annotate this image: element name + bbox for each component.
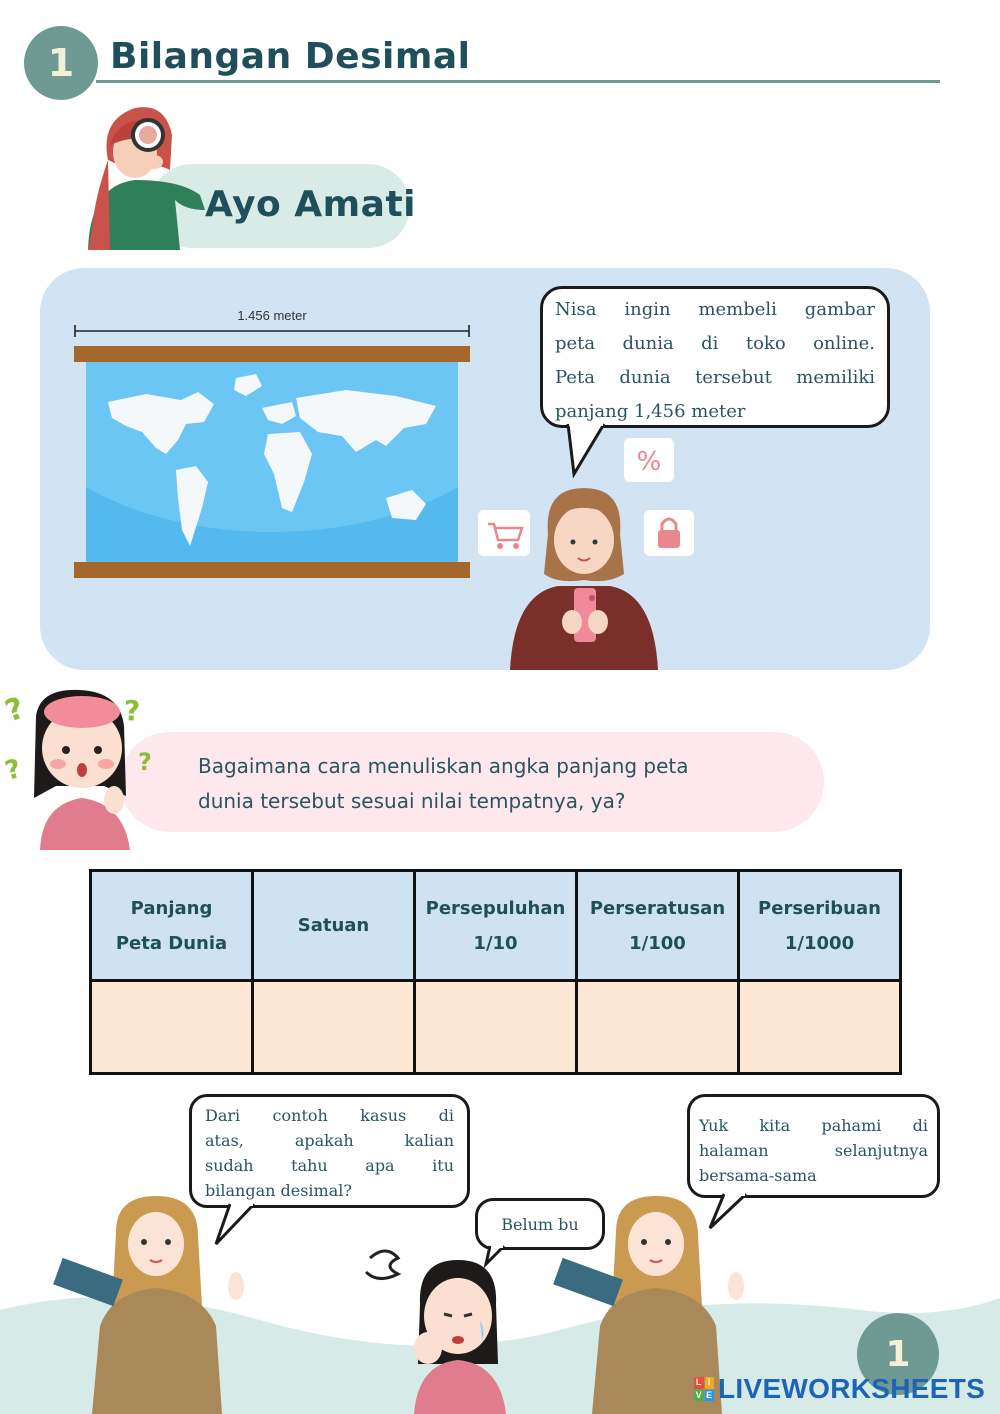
speech-line: Nisa ingin membeli gambar <box>555 299 875 320</box>
speech-bubble-tail <box>480 1244 510 1268</box>
speech-line: panjang 1,456 meter <box>555 401 746 422</box>
header-cell-perseribuan: Perseribuan 1/1000 <box>739 871 901 981</box>
answer-cell-perseribuan[interactable] <box>739 981 901 1074</box>
world-map-image <box>86 362 458 562</box>
table-header-row <box>91 871 901 981</box>
header-cell-persepuluhan: Persepuluhan 1/10 <box>415 871 577 981</box>
page-title: Bilangan Desimal <box>110 36 471 77</box>
title-underline <box>96 80 940 83</box>
svg-text:?: ? <box>2 753 25 787</box>
question-line: dunia tersebut sesuai nilai tempatnya, ya? <box>198 789 626 813</box>
map-bottom-rod <box>74 562 470 578</box>
liveworksheets-mark-icon: L I V E <box>695 1377 713 1400</box>
teacher-speech-bubble-2 <box>687 1094 940 1198</box>
nisa-character-illustration <box>508 484 660 670</box>
question-text <box>198 749 818 819</box>
measure-arrow-icon <box>74 324 470 338</box>
speech-bubble-tail <box>560 422 610 478</box>
map-top-rod <box>74 346 470 362</box>
svg-text:?: ? <box>124 694 141 727</box>
observer-girl-illustration <box>80 100 210 250</box>
nisa-speech-bubble <box>540 286 890 428</box>
question-line: Bagaimana cara menuliskan angka panjang peta <box>198 754 689 778</box>
place-value-table <box>89 869 902 1075</box>
svg-text:?: ? <box>0 690 30 730</box>
page-number-badge: 1 <box>857 1313 939 1395</box>
liveworksheets-logo-text: LIVEWORKSHEETS <box>718 1373 986 1404</box>
svg-text:%: % <box>636 447 662 477</box>
speech-line: Yuk kita pahami di <box>699 1116 928 1135</box>
thinking-girl-illustration <box>0 686 170 850</box>
answer-cell-panjang[interactable] <box>91 981 253 1074</box>
header-cell-perseratusan: Perseratusan 1/100 <box>577 871 739 981</box>
confused-student-illustration <box>358 1244 528 1414</box>
svg-text:?: ? <box>138 748 152 776</box>
speech-line: peta dunia di toko online. <box>555 333 875 354</box>
section-label: Ayo Amati <box>205 184 417 225</box>
header-cell-satuan: Satuan <box>253 871 415 981</box>
speech-bubble-tail <box>210 1202 260 1248</box>
speech-line: Belum bu <box>501 1214 579 1234</box>
answer-cell-perseratusan[interactable] <box>577 981 739 1074</box>
header-cell-panjang: Panjang Peta Dunia <box>91 871 253 981</box>
answer-cell-satuan[interactable] <box>253 981 415 1074</box>
speech-line: bersama-sama <box>699 1166 817 1185</box>
speech-line: atas, apakah kalian <box>205 1131 454 1150</box>
chapter-number-badge: 1 <box>24 26 98 100</box>
table-answer-row <box>91 981 901 1074</box>
map-measurement-label: 1.456 meter <box>237 308 307 323</box>
percent-icon <box>622 436 676 486</box>
speech-line: Peta dunia tersebut memiliki <box>555 367 875 388</box>
speech-line: sudah tahu apa itu <box>205 1156 454 1175</box>
teacher-speech-bubble-1 <box>189 1094 470 1208</box>
speech-line: halaman selanjutnya <box>699 1141 928 1160</box>
speech-bubble-tail <box>706 1192 756 1232</box>
liveworksheets-logo[interactable] <box>694 1373 985 1405</box>
speech-line: bilangan desimal? <box>205 1181 352 1200</box>
answer-cell-persepuluhan[interactable] <box>415 981 577 1074</box>
speech-line: Dari contoh kasus di <box>205 1106 454 1125</box>
